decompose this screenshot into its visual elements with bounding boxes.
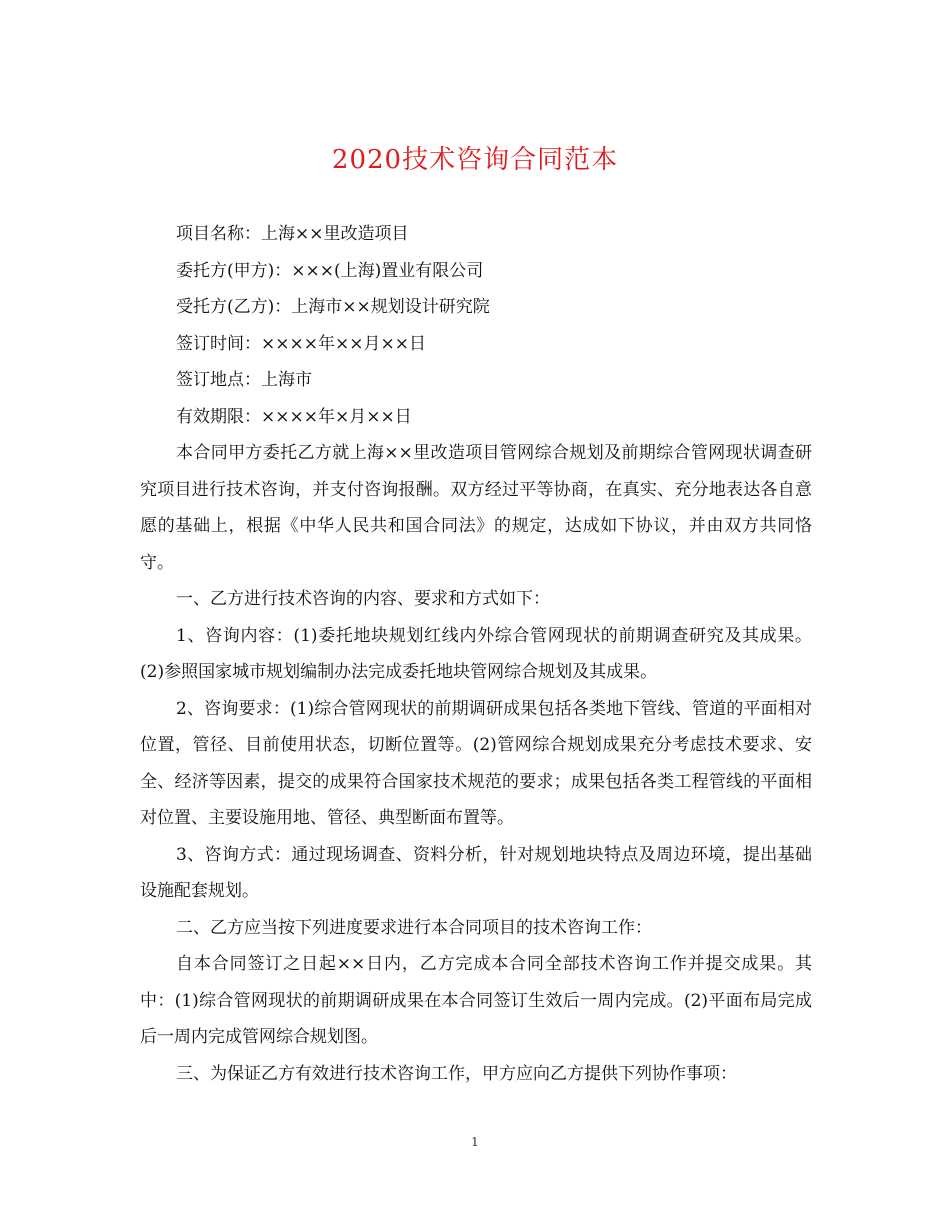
signing-place-line: 签订地点：上海市 xyxy=(176,370,312,390)
document-body xyxy=(140,216,812,1092)
consulting-requirements-paragraph: 2、咨询要求：(1)综合管网现状的前期调研成果包括各类地下管线、管道的平面相对位置，管径、目前使用状态，切断位置等。(2)管网综合规划成果充分考虑技术要求、安全、经济等因素，提交的成果符合国家技术规范的要求；成果包括各类工程管线的平面相对位置、主要设施用地、管径、典型断面布置等。 xyxy=(140,698,812,828)
document-title: 2020技术咨询合同范本 xyxy=(331,145,619,175)
client-line: 委托方(甲方)：×××(上海)置业有限公司 xyxy=(176,260,484,281)
section-3-heading: 三、为保证乙方有效进行技术咨询工作，甲方应向乙方提供下列协作事项： xyxy=(176,1063,737,1084)
consulting-method-paragraph: 3、咨询方式：通过现场调查、资料分析，针对规划地块特点及周边环境，提出基础设施配套规划。 xyxy=(140,844,812,901)
signing-date-line: 签订时间：××××年××月××日 xyxy=(176,333,426,354)
schedule-paragraph: 自本合同签订之日起××日内，乙方完成本合同全部技术咨询工作并提交成果。其中：(1)综合管网现状的前期调研成果在本合同签订生效后一周内完成。(2)平面布局完成后一周内完成管网综合规划图。 xyxy=(140,954,812,1047)
page-number: 1 xyxy=(471,1135,479,1149)
consulting-content-paragraph: 1、咨询内容：(1)委托地块规划红线内外综合管网现状的前期调查研究及其成果。(2)参照国家城市规划编制办法完成委托地块管网综合规划及其成果。 xyxy=(140,625,812,682)
validity-period-line: 有效期限：××××年×月××日 xyxy=(176,406,412,427)
contractor-line: 受托方(乙方)：上海市××规划设计研究院 xyxy=(176,297,490,317)
project-name-line: 项目名称：上海××里改造项目 xyxy=(176,224,409,244)
section-1-heading: 一、乙方进行技术咨询的内容、要求和方式如下： xyxy=(176,589,550,609)
intro-paragraph: 本合同甲方委托乙方就上海××里改造项目管网综合规划及前期综合管网现状调查研究项目进行技术咨询，并支付咨询报酬。双方经过平等协商，在真实、充分地表达各自意愿的基础上，根据《中华人民共和国合同法》的规定，达成如下协议，并由双方共同恪守。 xyxy=(140,443,812,573)
section-2-heading: 二、乙方应当按下列进度要求进行本合同项目的技术咨询工作： xyxy=(176,917,652,938)
